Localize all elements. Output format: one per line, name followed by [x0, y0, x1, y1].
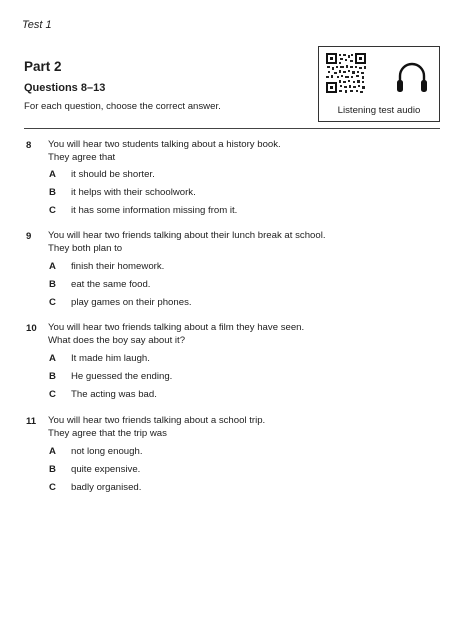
- question-stem-line1: You will hear two students talking about a history book.: [48, 139, 281, 150]
- audio-label: Listening test audio: [337, 105, 421, 116]
- question-number: 9: [26, 231, 32, 242]
- option-letter: B: [49, 464, 56, 475]
- qr-code-icon[interactable]: [326, 53, 366, 93]
- question-number: 10: [26, 323, 37, 334]
- option-letter: B: [49, 187, 56, 198]
- option-text[interactable]: finish their homework.: [71, 261, 165, 272]
- option-text[interactable]: He guessed the ending.: [71, 371, 173, 382]
- question-stem-line1: You will hear two friends talking about their lunch break at school.: [48, 230, 326, 241]
- headphones-icon: [395, 59, 429, 95]
- question-stem-line2: They agree that: [48, 152, 116, 163]
- option-letter: C: [49, 482, 56, 493]
- option-letter: A: [49, 169, 56, 180]
- divider-rule: [24, 128, 440, 129]
- option-text[interactable]: badly organised.: [71, 482, 142, 493]
- running-head: Test 1: [22, 19, 52, 31]
- option-letter: C: [49, 297, 56, 308]
- question-number: 8: [26, 140, 32, 151]
- question-stem-line2: What does the boy say about it?: [48, 335, 186, 346]
- questions-range: Questions 8–13: [24, 82, 106, 94]
- option-text[interactable]: eat the same food.: [71, 279, 151, 290]
- part-title: Part 2: [24, 59, 62, 74]
- option-letter: A: [49, 446, 56, 457]
- question-stem-line1: You will hear two friends talking about a film they have seen.: [48, 322, 305, 333]
- option-text[interactable]: It made him laugh.: [71, 353, 150, 364]
- option-letter: B: [49, 279, 56, 290]
- option-text[interactable]: play games on their phones.: [71, 297, 192, 308]
- option-text[interactable]: The acting was bad.: [71, 389, 157, 400]
- option-letter: B: [49, 371, 56, 382]
- question-stem-line2: They agree that the trip was: [48, 428, 167, 439]
- instruction: For each question, choose the correct answer.: [24, 101, 221, 112]
- question-stem-line1: You will hear two friends talking about a school trip.: [48, 415, 266, 426]
- option-text[interactable]: quite expensive.: [71, 464, 141, 475]
- listening-audio-box[interactable]: [318, 46, 440, 122]
- option-text[interactable]: it has some information missing from it.: [71, 205, 238, 216]
- option-letter: A: [49, 353, 56, 364]
- option-text[interactable]: it helps with their schoolwork.: [71, 187, 196, 198]
- option-text[interactable]: not long enough.: [71, 446, 143, 457]
- question-number: 11: [26, 416, 37, 427]
- option-letter: A: [49, 261, 56, 272]
- option-text[interactable]: it should be shorter.: [71, 169, 155, 180]
- question-stem-line2: They both plan to: [48, 243, 123, 254]
- option-letter: C: [49, 205, 56, 216]
- option-letter: C: [49, 389, 56, 400]
